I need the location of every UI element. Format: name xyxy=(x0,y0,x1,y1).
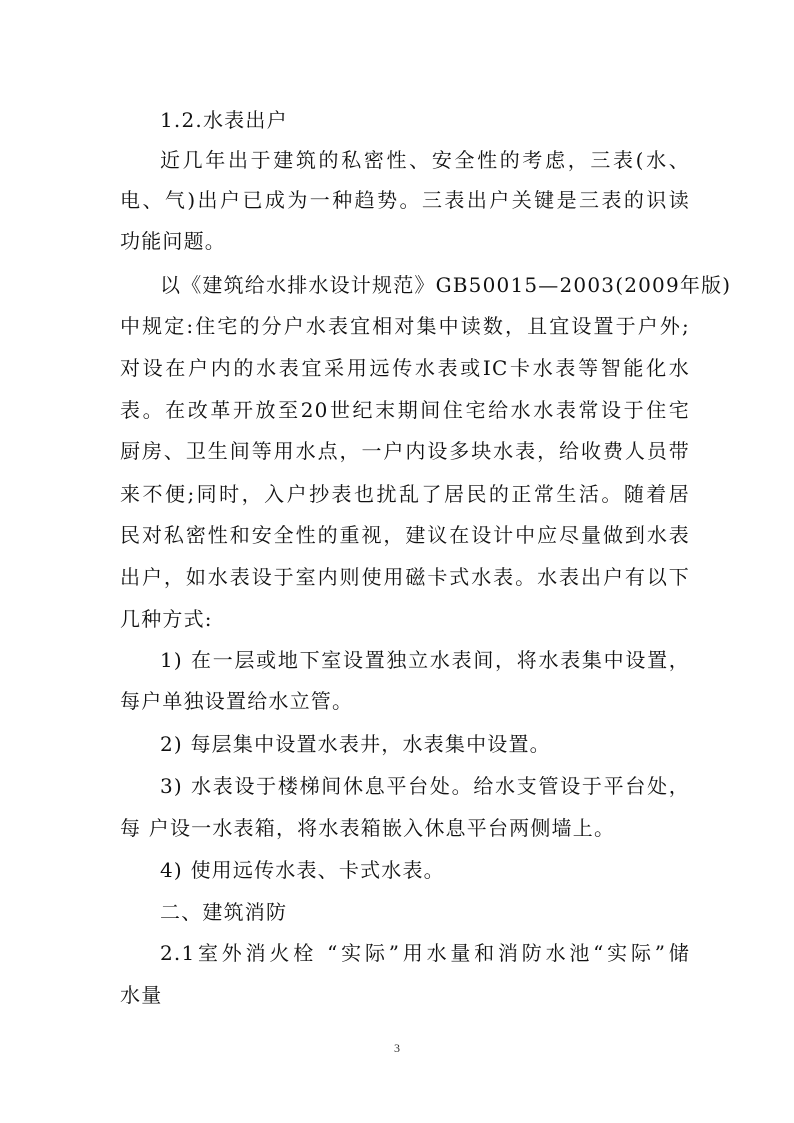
paragraph-1-line-1: 近几年出于建筑的私密性、安全性的考虑，三表(水、 xyxy=(160,148,690,172)
paragraph-2-line-4: 表。在改革开放至20世纪末期间住宅给水水表常设于住宅 xyxy=(120,398,690,422)
paragraph-2-line-8: 出户，如水表设于室内则使用磁卡式水表。水表出户有以下 xyxy=(120,565,690,589)
paragraph-2-line-5: 厨房、卫生间等用水点，一户内设多块水表，给收费人员带 xyxy=(120,439,690,463)
list-item-1-line-2: 每户单独设置给水立管。 xyxy=(120,689,354,713)
list-item-3-line-2: 每 户设一水表箱，将水表箱嵌入休息平台两侧墙上。 xyxy=(120,816,616,840)
paragraph-2-line-3: 对设在户内的水表宜采用远传水表或IC卡水表等智能化水 xyxy=(120,356,690,380)
paragraph-2-line-6: 来不便;同时，入户抄表也扰乱了居民的正常生活。随着居 xyxy=(120,482,690,506)
section-heading-2: 二、建筑消防 xyxy=(160,900,288,924)
paragraph-2-line-7: 民对私密性和安全性的重视，建议在设计中应尽量做到水表 xyxy=(120,523,690,547)
paragraph-1-line-2: 电、气)出户已成为一种趋势。三表出户关键是三表的识读 xyxy=(120,188,690,212)
list-item-3-line-1: 3) 水表设于楼梯间休息平台处。给水支管设于平台处， xyxy=(160,774,690,798)
list-item-2: 2) 每层集中设置水表井，水表集中设置。 xyxy=(160,732,551,756)
page-number: 3 xyxy=(394,1041,400,1055)
subsection-heading-line-1: 2.1室外消火栓 “实际”用水量和消防水池“实际”储 xyxy=(160,941,690,965)
subsection-heading-line-2: 水量 xyxy=(120,983,163,1007)
section-heading: 1.2.水表出户 xyxy=(160,108,288,132)
paragraph-1-line-3: 功能问题。 xyxy=(120,229,226,253)
paragraph-2-line-2: 中规定:住宅的分户水表宜相对集中读数，且宜设置于户外; xyxy=(120,314,690,338)
list-item-4: 4) 使用远传水表、卡式水表。 xyxy=(160,858,445,882)
list-item-1-line-1: 1) 在一层或地下室设置独立水表间，将水表集中设置， xyxy=(160,648,690,672)
paragraph-2-line-9: 几种方式: xyxy=(120,607,213,631)
paragraph-2-line-1: 以《建筑给水排水设计规范》GB50015—2003(2009年版) xyxy=(160,273,732,297)
